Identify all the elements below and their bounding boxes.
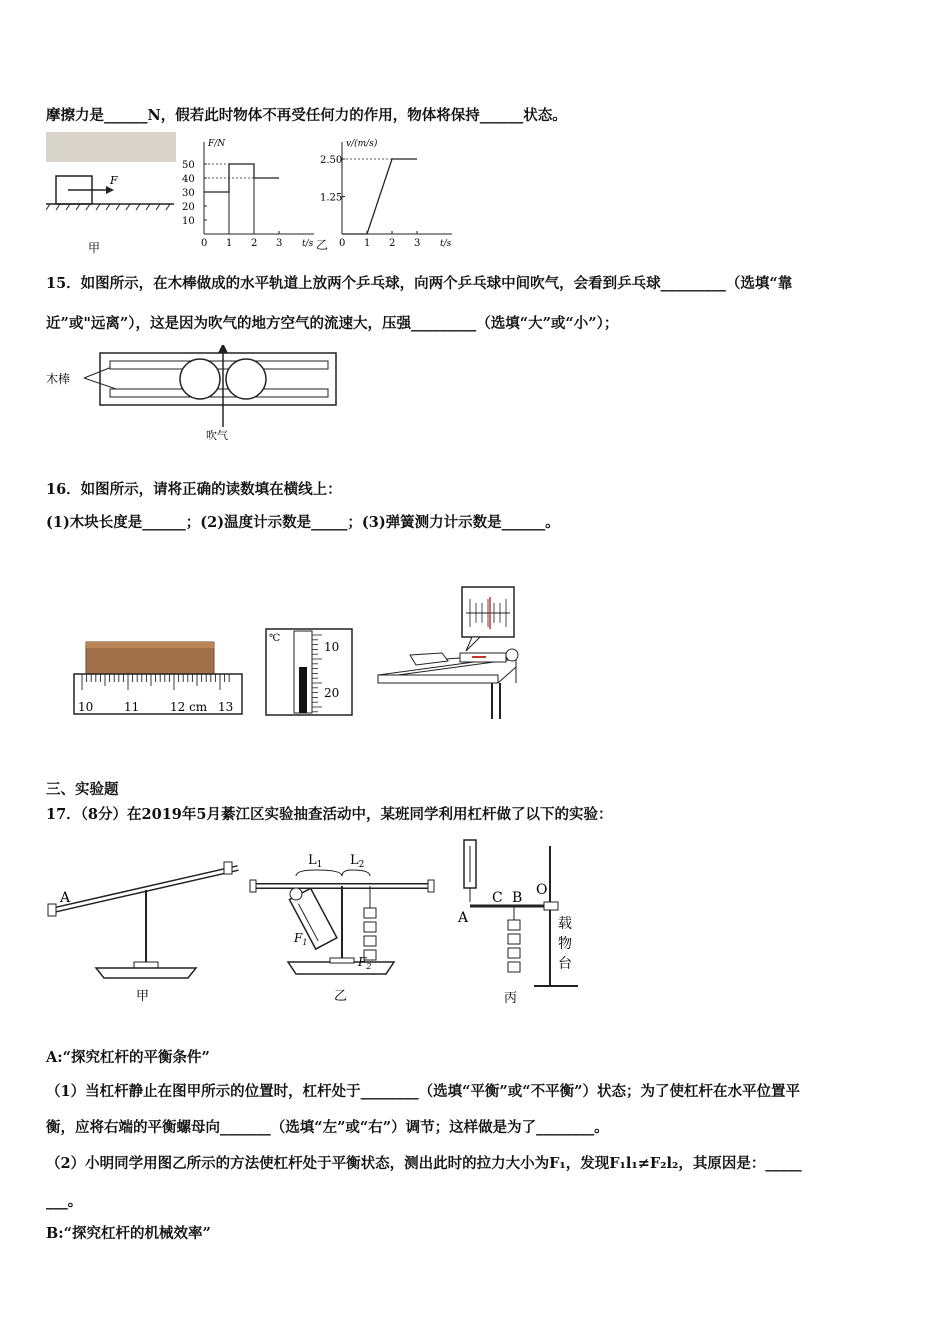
q16-thermometer — [264, 627, 356, 719]
a2-line1: （2）小明同学用图乙所示的方法使杠杆处于平衡状态，测出此时的拉力大小为F₁，发现F₁l₁≠F₂l₂，其原因是：_____ — [46, 1155, 802, 1172]
balance-nut — [250, 880, 256, 892]
q16-spring-scale-figure — [376, 585, 536, 720]
fig-label-jia: 甲 — [88, 241, 101, 255]
weights — [508, 920, 520, 972]
stand-base — [288, 962, 394, 974]
point-label-c: C — [492, 890, 503, 906]
q17-figure-bing — [454, 836, 584, 1010]
force-label: F — [110, 174, 118, 187]
fig-label-yi: 乙 — [334, 989, 348, 1004]
stage-label: 台 — [558, 956, 572, 972]
ruler-label: 12 cm — [170, 700, 208, 714]
chart-axes — [182, 139, 314, 248]
string — [446, 658, 460, 659]
part-a-title: A:“探究杠杆的平衡条件” — [46, 1049, 210, 1066]
fig-label-bing: 丙 — [504, 991, 518, 1006]
chart-axes — [320, 138, 452, 248]
stage-label: 载 — [558, 916, 572, 932]
arm-label-l1: $L_1$ — [308, 853, 323, 870]
q16-line2: (1)木块长度是______；(2)温度计示数是_____；(3)弹簧测力计示数是______。 — [46, 514, 560, 531]
balance-nut-left — [48, 904, 56, 916]
y-axis-label: F/N — [208, 139, 226, 149]
ruler — [74, 674, 242, 714]
callout-tail — [466, 637, 480, 651]
point-label-a: A — [60, 890, 71, 906]
thermometer-liquid — [299, 667, 307, 713]
x-tick-label: 3 — [276, 238, 283, 248]
rod-bottom — [110, 389, 328, 397]
y-tick-label: 20 — [182, 202, 195, 213]
x-tick-label: 2 — [389, 238, 396, 248]
weights — [364, 908, 376, 960]
section-title: 三、实验题 — [46, 781, 119, 798]
point-label-b: B — [512, 890, 523, 906]
q16-line1: 16．如图所示，请将正确的读数填在横线上： — [46, 481, 342, 498]
x-axis-label: t/s — [440, 239, 452, 248]
chart-marks — [204, 164, 279, 234]
balance-nut-right — [224, 862, 232, 874]
x-tick-label: 1 — [226, 238, 233, 248]
y-tick-label: 30 — [182, 188, 195, 199]
arm-brace — [342, 870, 370, 876]
thermometer-unit: ℃ — [269, 633, 281, 644]
x-tick-label: 0 — [339, 238, 346, 248]
y-tick-label: 1.25 — [320, 192, 343, 204]
q16-ruler-figure — [72, 640, 244, 718]
y-tick-label: 50 — [182, 160, 195, 171]
block — [410, 653, 448, 665]
table-side — [498, 667, 516, 683]
arm-brace — [296, 870, 342, 876]
wood-block-top — [86, 642, 214, 648]
force-label-f1: $F_1$ — [294, 931, 308, 947]
q14-chart-force — [180, 138, 330, 248]
table-edge — [378, 675, 498, 683]
q14-chart-velocity — [318, 138, 468, 248]
force-label-f2: $F_2$ — [358, 955, 372, 971]
ruler-label: 13 — [218, 700, 234, 714]
q14-line: 摩擦力是______N，假若此时物体不再受任何力的作用，物体将保持______状态。 — [46, 107, 567, 124]
thermometer-label: 20 — [324, 686, 340, 700]
x-tick-label: 0 — [201, 238, 208, 248]
a1-line2: 衡，应将右端的平衡螺母向_______（选填“左”或“右”）调节；这样做是为了________。 — [46, 1119, 609, 1136]
y-tick-label: 10 — [182, 216, 195, 227]
arrow-head — [106, 186, 114, 194]
y-axis-label: v/(m/s) — [346, 139, 378, 149]
hand — [506, 649, 518, 661]
y-tick-label: 40 — [182, 174, 195, 185]
q15-figure-track — [46, 345, 346, 440]
blow-label: 吹气 — [206, 429, 228, 440]
arm-label-l2: $L_2$ — [350, 853, 365, 870]
rod-label: 木棒 — [46, 372, 71, 386]
stage-label: 物 — [558, 936, 572, 952]
ping-pong-ball-right — [226, 359, 266, 399]
pivot-clamp — [544, 902, 558, 910]
ruler-label: 11 — [124, 700, 140, 714]
ping-pong-ball-left — [180, 359, 220, 399]
stand-joint — [330, 958, 354, 963]
q17-line: 17．（8分）在2019年5月綦江区实验抽查活动中，某班同学利用杠杆做了以下的实验： — [46, 806, 613, 823]
q14-figure-jia — [46, 132, 176, 257]
fig-label-jia: 甲 — [136, 989, 150, 1004]
q15-line2: 近”或"远离”），这是因为吹气的地方空气的流速大，压强_________（选填“大”或“小”）； — [46, 315, 619, 332]
a2-line2: ___。 — [46, 1193, 83, 1210]
x-tick-label: 1 — [364, 238, 371, 248]
x-axis-label: t/s — [302, 239, 314, 248]
x-tick-label: 3 — [414, 238, 421, 248]
scale-ring — [290, 888, 302, 900]
point-label-o: O — [536, 882, 548, 898]
chart-marks — [342, 159, 417, 234]
scan-shadow — [46, 132, 176, 162]
x-tick-label: 2 — [251, 238, 258, 248]
q17-figure-yi — [244, 846, 440, 1010]
balance-nut — [428, 880, 434, 892]
blow-arrow-head — [218, 345, 228, 353]
y-tick-label: 2.50 — [320, 155, 343, 166]
ruler-label: 10 — [78, 700, 94, 714]
thermometer-label: 10 — [324, 640, 340, 654]
q17-figure-jia — [46, 850, 246, 1010]
a1-line1: （1）当杠杆静止在图甲所示的位置时，杠杆处于________（选填“平衡”或“不平衡”）状态；为了使杠杆在水平位置平 — [46, 1083, 800, 1100]
data-line — [342, 159, 417, 234]
q15-line1: 15．如图所示，在木棒做成的水平轨道上放两个乒乓球，向两个乒乓球中间吹气，会看到乒乓球_________（选填“靠 — [46, 275, 793, 292]
stand-joint — [134, 962, 158, 968]
stand-base — [96, 968, 196, 978]
rod-top — [110, 361, 328, 369]
part-b-title: B:“探究杠杆的机械效率” — [46, 1225, 211, 1242]
ground-hatch — [46, 204, 170, 210]
point-label-a: A — [458, 910, 469, 926]
fig-label-yi: 乙 — [316, 238, 329, 252]
